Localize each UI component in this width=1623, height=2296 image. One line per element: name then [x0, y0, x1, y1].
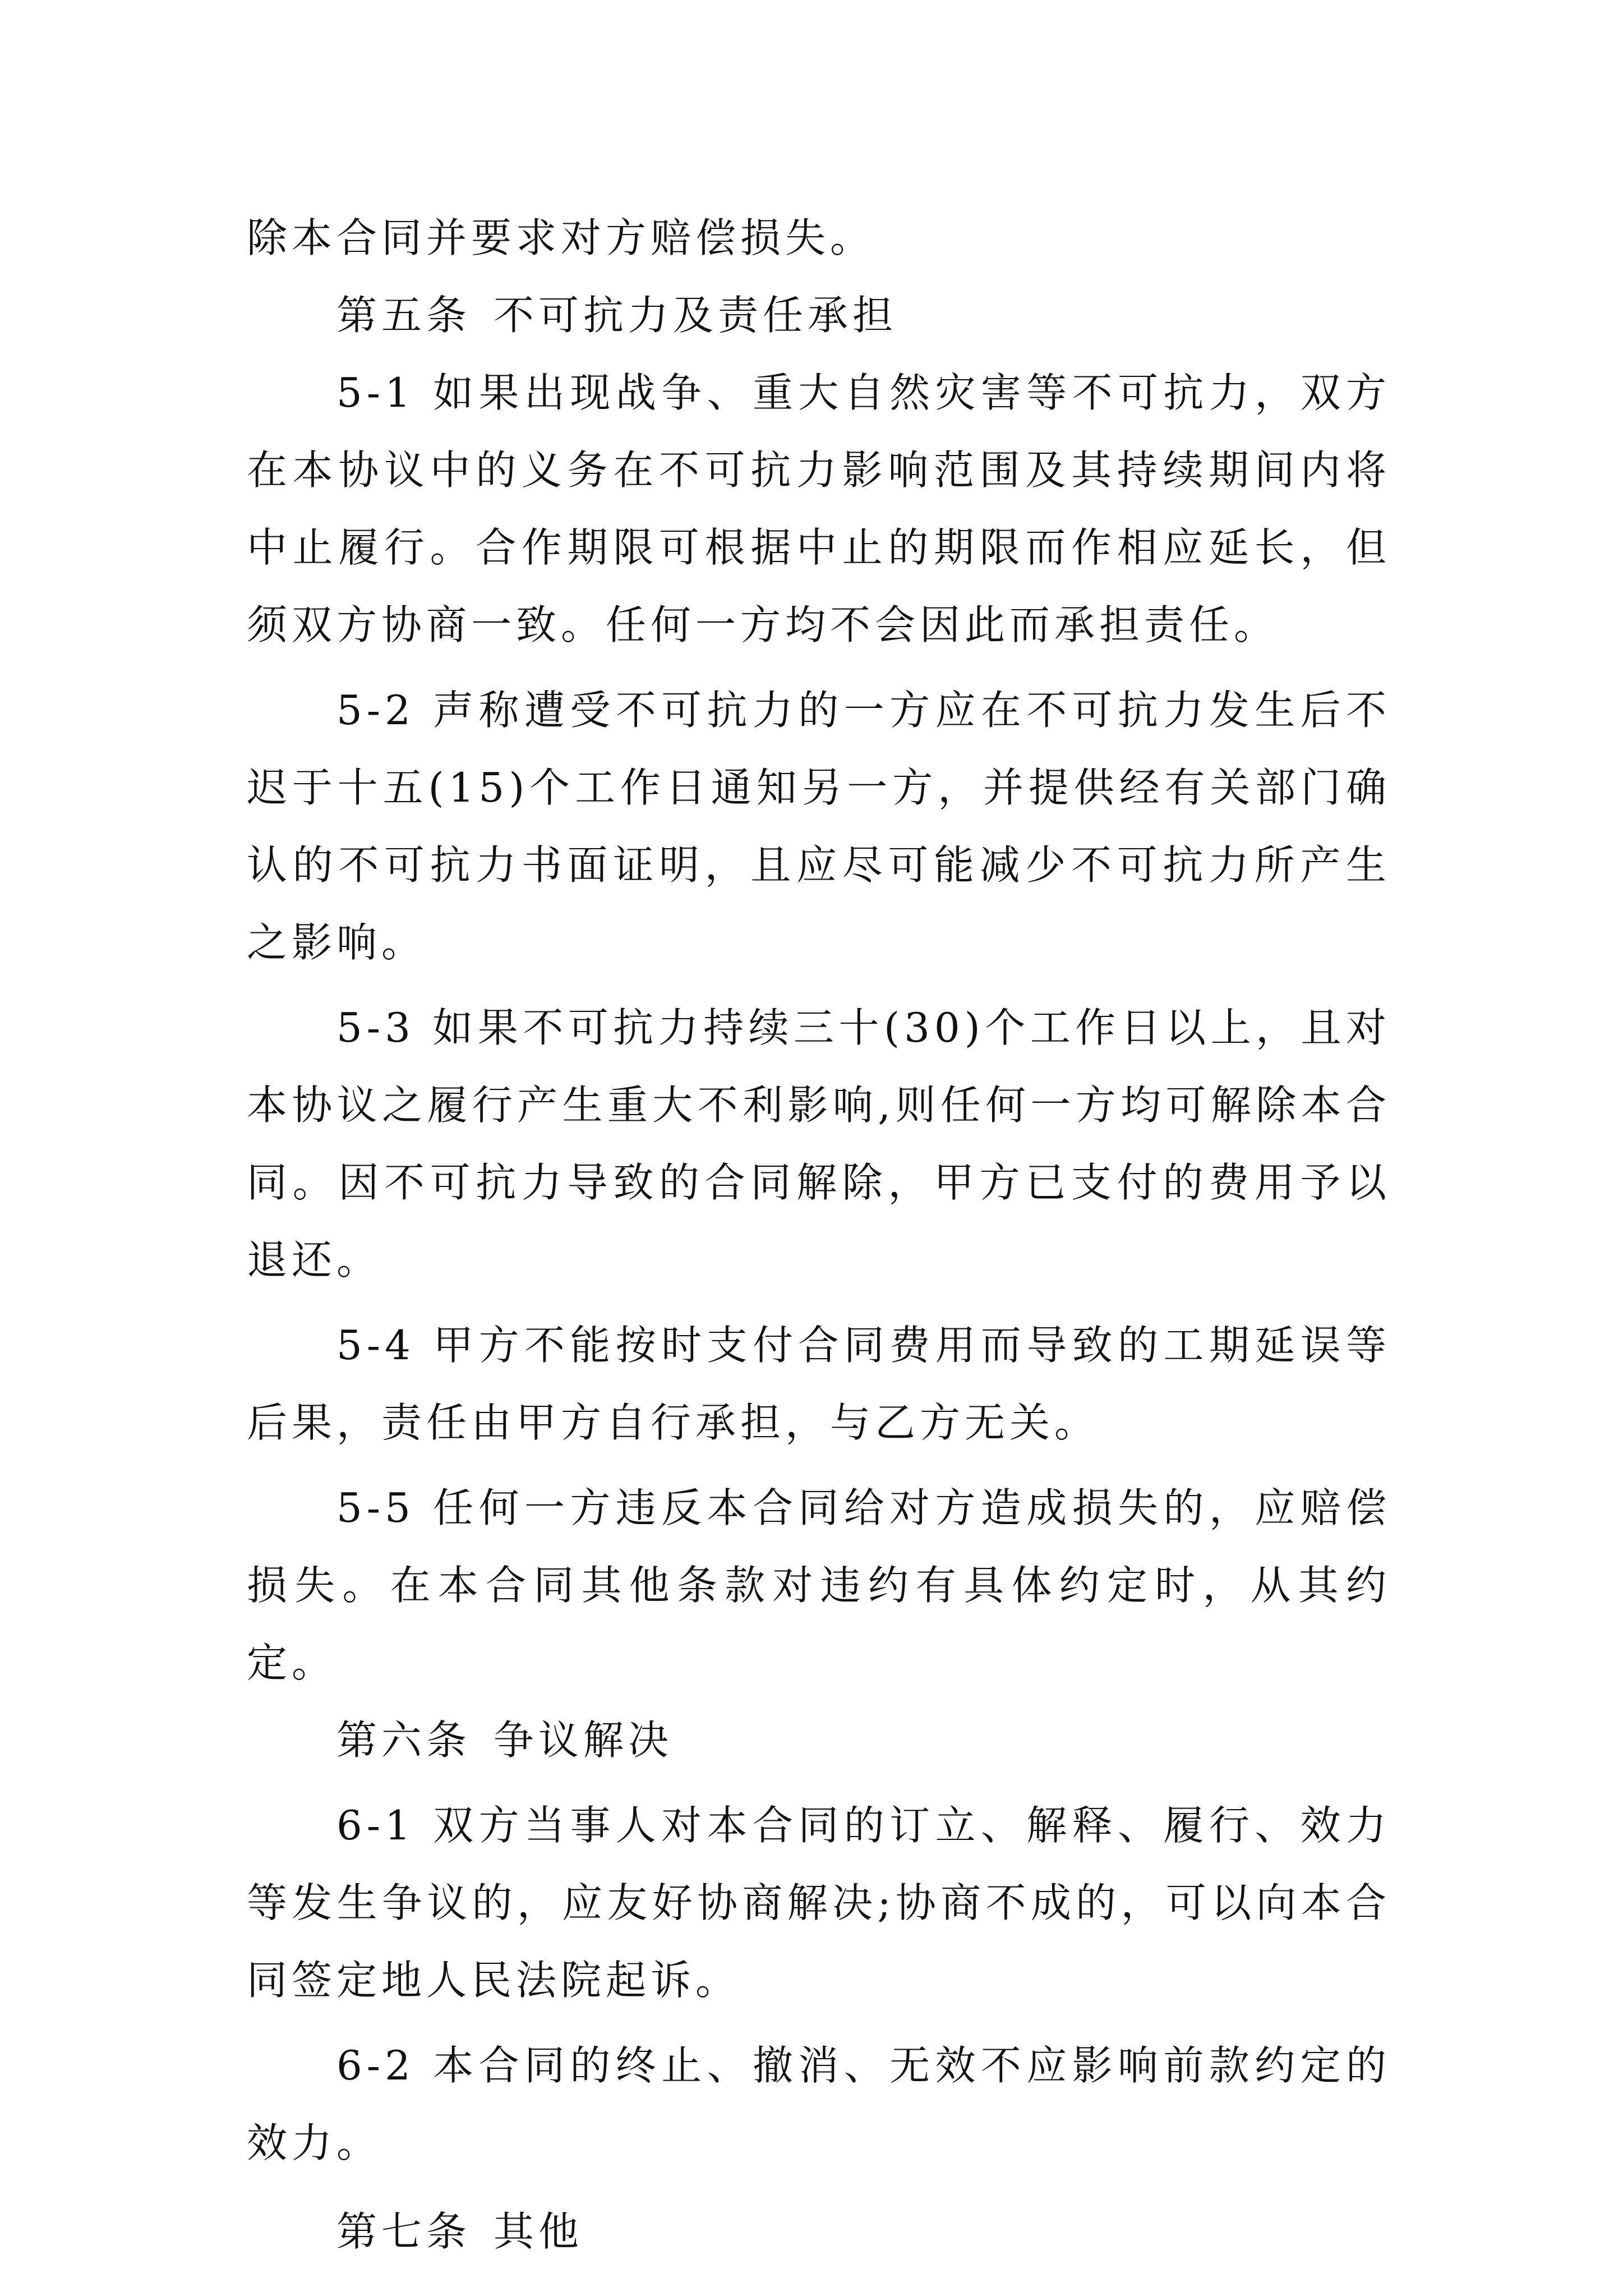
article-heading-5: [247, 277, 1391, 354]
clause-5-2: 5-2 声称遭受不可抗力的一方应在不可抗力发生后不迟于十五(15)个工作日通知另一方，并提供经有关部门确认的不可抗力书面证明，且应尽可能减少不可抗力所产生之影响。: [247, 687, 1391, 966]
paragraph-continuation: 除本合同并要求对方赔偿损失。: [247, 214, 875, 261]
article-title: 不可抗力及责任承担: [494, 292, 898, 339]
article-title: 其他: [494, 2208, 584, 2255]
clause-5-4: 5-4 甲方不能按时支付合同费用而导致的工期延误等后果，责任由甲方自行承担，与乙方无关。: [247, 1322, 1391, 1446]
article-heading-6: [247, 1701, 1391, 1779]
article-heading-7: [247, 2193, 1391, 2270]
clause-6-1: 6-1 双方当事人对本合同的订立、解释、履行、效力等发生争议的，应友好协商解决;协商不成的，可以向本合同签定地人民法院起诉。: [247, 1802, 1391, 2004]
clause-6-2: 6-2 本合同的终止、撤消、无效不应影响前款约定的效力。: [247, 2042, 1391, 2166]
article-title: 争议解决: [494, 1717, 674, 1764]
article-number: 第七条: [336, 2208, 472, 2255]
clause-5-1: 5-1 如果出现战争、重大自然灾害等不可抗力，双方在本协议中的义务在不可抗力影响范围及其持续期间内将中止履行。合作期限可根据中止的期限而作相应延长，但须双方协商一致。任何一方均不会因此而承担责任。: [247, 369, 1391, 648]
clause-5-5: 5-5 任何一方违反本合同给对方造成损失的，应赔偿损失。在本合同其他条款对违约有具体约定时，从其约定。: [247, 1484, 1391, 1686]
clause-5-3: 5-3 如果不可抗力持续三十(30)个工作日以上，且对本协议之履行产生重大不利影响,则任何一方均可解除本合同。因不可抗力导致的合同解除，甲方已支付的费用予以退还。: [247, 1004, 1391, 1283]
article-number: 第五条: [336, 292, 472, 339]
document-body: [247, 199, 1391, 2270]
article-number: 第六条: [336, 1717, 472, 1764]
